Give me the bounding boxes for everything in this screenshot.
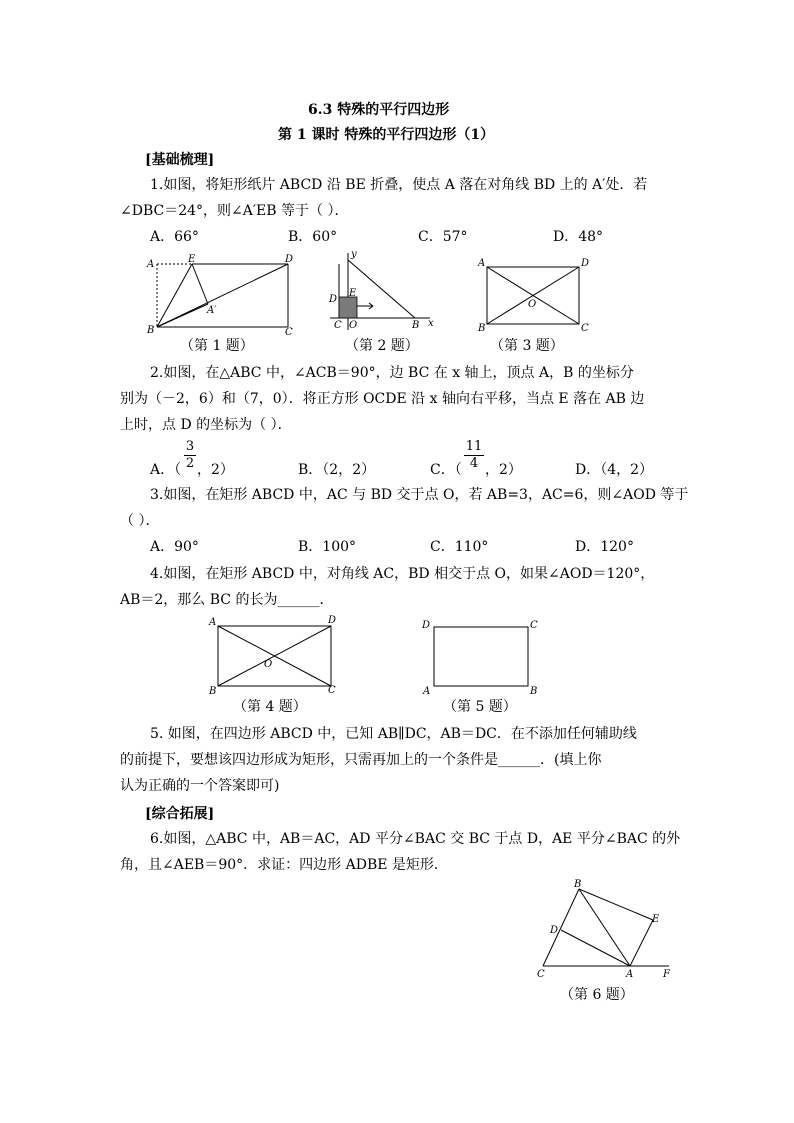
q3-option-a: A．90° xyxy=(150,539,199,555)
fig2-label-y: y xyxy=(351,249,357,260)
fig5-label-a: A xyxy=(423,686,431,697)
fig6-label-a: A xyxy=(626,969,634,980)
fig4-label-b: B xyxy=(209,686,217,697)
q1-line1: 1.如图，将矩形纸片 ABCD 沿 BE 折叠，使点 A 落在对角线 BD 上的 A′处．若 xyxy=(150,177,648,193)
q5-line3: 认为正确的一个答案即可) xyxy=(120,778,280,794)
q6-line1: 6.如图，△ABC 中，AB＝AC，AD 平分∠BAC 交 BC 于点 D，AE 平分∠BAC 的外 xyxy=(150,831,681,847)
q2-option-a-post: ，2） xyxy=(197,462,234,478)
fig2-label-c: C xyxy=(334,320,342,331)
q1-option-b: B．60° xyxy=(288,229,338,245)
q3-option-c: C．110° xyxy=(430,539,489,555)
q1-line2: ∠DBC＝24°，则∠A′EB 等于（ ）． xyxy=(120,203,349,219)
fig6-label-d: D xyxy=(550,925,559,936)
fig4-label-o: O xyxy=(264,659,273,670)
q3-option-d: D．120° xyxy=(575,539,634,555)
q2-line3: 上时，点 D 的坐标为（ ）． xyxy=(120,417,292,433)
fig2-label-e: E xyxy=(349,288,357,299)
fig2-label-o: O xyxy=(349,320,358,331)
q2-option-a-fraction xyxy=(184,440,196,471)
fig3-label-a: A xyxy=(478,258,486,269)
q2-option-a-numerator: 3 xyxy=(185,439,195,454)
q4-line2: AB＝2，那么 BC 的长为______． xyxy=(120,592,334,608)
q1-option-d: D．48° xyxy=(553,229,604,245)
figure-3 xyxy=(475,255,595,335)
caption-fig2: （第 2 题） xyxy=(345,338,419,354)
fig1-label-c: C xyxy=(285,327,293,338)
fig2-label-d: D xyxy=(329,294,338,305)
fig6-label-b: B xyxy=(574,879,582,890)
figure-5 xyxy=(420,612,550,697)
q2-line2: 别为（－2，6）和（7，0）．将正方形 OCDE 沿 x 轴向右平移，当点 E 落在 AB 边 xyxy=(120,391,645,407)
q2-option-c-pre: C．（ xyxy=(430,462,462,478)
q4-line1: 4.如图，在矩形 ABCD 中，对角线 AC，BD 相交于点 O，如果∠AOD＝120°， xyxy=(150,566,655,582)
section-extension-heading: [综合拓展] xyxy=(145,806,215,822)
section-basic-heading: [基础梳理] xyxy=(145,152,215,168)
q1-option-a: A．66° xyxy=(150,229,199,245)
q2-option-c-numerator: 11 xyxy=(465,439,483,454)
caption-fig6: （第 6 题） xyxy=(560,987,634,1003)
q5-line2: 的前提下，要想该四边形成为矩形，只需再加上的一个条件是______．(填上你 xyxy=(120,752,602,768)
fig2-label-b: B xyxy=(412,320,420,331)
fig6-label-c: C xyxy=(537,969,545,980)
fig2-label-x: x xyxy=(428,318,434,329)
fig4-label-c: C xyxy=(328,685,336,696)
fig3-label-b: B xyxy=(478,323,486,334)
fig3-label-d: D xyxy=(581,258,590,269)
q3-option-b: B．100° xyxy=(298,539,357,555)
q2-option-a-denominator: 2 xyxy=(185,456,195,471)
figure-4 xyxy=(205,612,345,697)
fig4-label-a: A xyxy=(209,617,217,628)
caption-fig3: （第 3 题） xyxy=(490,338,564,354)
q3-line1: 3.如图，在矩形 ABCD 中，AC 与 BD 交于点 O，若 AB=3，AC=6，则∠AOD 等于 xyxy=(150,487,689,503)
fig4-label-d: D xyxy=(328,615,337,626)
fig3-label-c: C xyxy=(581,323,589,334)
fig5-label-b: B xyxy=(530,686,538,697)
figure-6 xyxy=(533,875,683,985)
fig6-label-f: F xyxy=(663,969,670,980)
q2-option-d: D．（4，2） xyxy=(575,462,654,478)
q2-line1: 2.如图，在△ABC 中，∠ACB＝90°，边 BC 在 x 轴上，顶点 A，B 的坐标分 xyxy=(150,365,634,381)
fig1-label-ap: A′ xyxy=(207,305,217,316)
fig1-label-d: D xyxy=(285,254,294,265)
q2-option-c-fraction xyxy=(464,440,484,471)
fig5-label-d: D xyxy=(422,620,431,631)
q3-line2: （ ）． xyxy=(120,513,160,529)
fig1-label-b: B xyxy=(147,325,155,336)
figure-1 xyxy=(145,255,305,345)
q1-option-c: C．57° xyxy=(418,229,468,245)
fig1-label-a: A xyxy=(147,259,155,270)
caption-fig5: （第 5 题） xyxy=(443,699,517,715)
fig3-label-o: O xyxy=(528,299,537,310)
q2-option-b: B．（2，2） xyxy=(298,462,376,478)
caption-fig4: （第 4 题） xyxy=(233,699,307,715)
fig5-label-c: C xyxy=(530,620,538,631)
page-title: 6.3 特殊的平行四边形 xyxy=(308,102,450,118)
q2-option-c-post: ，2） xyxy=(485,462,522,478)
q5-line1: 5. 如图，在四边形 ABCD 中，已知 AB∥DC，AB＝DC．在不添加任何辅助线 xyxy=(150,726,637,742)
fig1-label-e: E xyxy=(188,254,196,265)
q2-option-c-denominator: 4 xyxy=(469,456,479,471)
q2-option-a-pre: A．（ xyxy=(150,462,182,478)
fig6-label-e: E xyxy=(652,914,660,925)
q6-line2: 角，且∠AEB＝90°．求证：四边形 ADBE 是矩形． xyxy=(120,857,448,873)
lesson-subtitle: 第 1 课时 特殊的平行四边形（1） xyxy=(278,127,495,143)
caption-fig1: （第 1 题） xyxy=(180,338,254,354)
figure-2 xyxy=(325,250,445,335)
